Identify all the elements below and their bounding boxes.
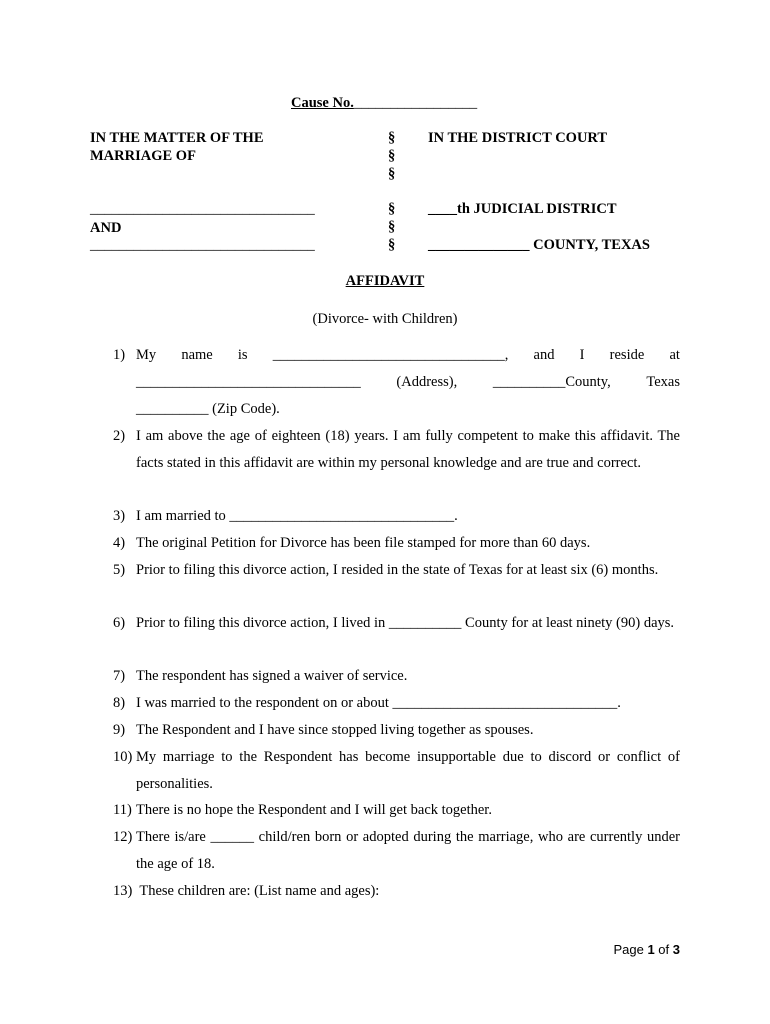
item-text: The respondent has signed a waiver of service. — [136, 668, 408, 684]
item-number: 10) — [113, 749, 133, 765]
item-word: reside — [609, 347, 645, 363]
page-number — [613, 942, 680, 957]
item-text[interactable]: Prior to filing this divorce action, I lived in __________ County for at least ninety (90) days. — [136, 615, 675, 631]
document-title: AFFIDAVIT — [345, 273, 425, 289]
section-mark: § — [388, 219, 396, 235]
item-text[interactable]: I am married to _______________________________. — [136, 508, 458, 524]
item-word: is — [237, 347, 248, 363]
cause-number-label: Cause No. — [291, 95, 354, 111]
section-mark: § — [388, 166, 396, 182]
item-number: 1) — [113, 347, 126, 363]
cause-number-line — [291, 94, 477, 112]
item-text: Prior to filing this divorce action, I resided in the state of Texas for at least six (6) months. — [136, 562, 659, 578]
document-subtitle: (Divorce- with Children) — [312, 311, 458, 327]
caption-left-line2: MARRIAGE OF — [90, 148, 196, 164]
county-blank[interactable]: __________County, — [492, 373, 611, 390]
caption-right-line2: ____th JUDICIAL DISTRICT — [428, 201, 617, 217]
item-text: The Respondent and I have since stopped living together as spouses. — [136, 722, 534, 738]
item-number: 5) — [113, 562, 126, 578]
item-number: 11) — [113, 802, 132, 818]
item-word: name — [181, 347, 213, 363]
item-text — [136, 342, 680, 422]
party2-blank[interactable]: _______________________________ — [90, 237, 315, 253]
item-number: 8) — [113, 695, 126, 711]
item-number: 13) — [113, 883, 133, 899]
item-text: There is no hope the Respondent and I will get back together. — [136, 802, 492, 818]
item-word: Texas — [646, 373, 680, 390]
page-total: 3 — [672, 942, 680, 957]
section-mark: § — [388, 130, 396, 146]
item1-line2 — [136, 369, 680, 396]
item-text: These children are: (List name and ages): — [136, 883, 380, 899]
section-mark: § — [388, 237, 396, 253]
item-number: 2) — [113, 428, 126, 444]
item-word: My — [136, 347, 157, 363]
item-text: The original Petition for Divorce has been file stamped for more than 60 days. — [136, 535, 591, 551]
item-text[interactable]: I was married to the respondent on or about _______________________________. — [136, 695, 621, 711]
item-text: I am above the age of eighteen (18) years. I am fully competent to make this affidavit. The facts stated in this affidavit are within my personal knowledge and are true and correct. — [136, 428, 680, 471]
party1-blank[interactable]: _______________________________ — [90, 201, 315, 217]
item-number: 7) — [113, 668, 126, 684]
address-blank[interactable]: _______________________________ — [136, 373, 361, 390]
name-blank[interactable]: ________________________________, — [272, 347, 509, 363]
item1-line3[interactable]: __________ (Zip Code). — [136, 400, 280, 417]
section-mark: § — [388, 201, 396, 217]
caption-left-line1: IN THE MATTER OF THE — [90, 130, 264, 146]
item-number: 3) — [113, 508, 126, 524]
item-number: 4) — [113, 535, 126, 551]
page-label: Page — [613, 942, 644, 957]
cause-number-blank[interactable]: _________________ — [353, 95, 478, 111]
caption-right-line3: ______________ COUNTY, TEXAS — [428, 237, 650, 253]
item-word: (Address), — [396, 373, 458, 390]
item1-line1 — [136, 342, 680, 369]
item-text: My marriage to the Respondent has become insupportable due to discord or conflict of personalities. — [136, 749, 680, 792]
caption-right-line1: IN THE DISTRICT COURT — [428, 130, 608, 146]
caption-and: AND — [90, 220, 122, 236]
page-current: 1 — [647, 942, 655, 957]
item-word: I — [579, 347, 585, 363]
item-word: at — [669, 347, 680, 363]
item-text[interactable]: There is/are ______ child/ren born or adopted during the marriage, who are currently under the age of 18. — [136, 829, 680, 872]
item-number: 6) — [113, 615, 126, 631]
section-mark: § — [388, 148, 396, 164]
of-label: of — [658, 942, 670, 957]
item-word: and — [533, 347, 555, 363]
item-number: 9) — [113, 722, 126, 738]
item-number: 12) — [113, 829, 133, 845]
